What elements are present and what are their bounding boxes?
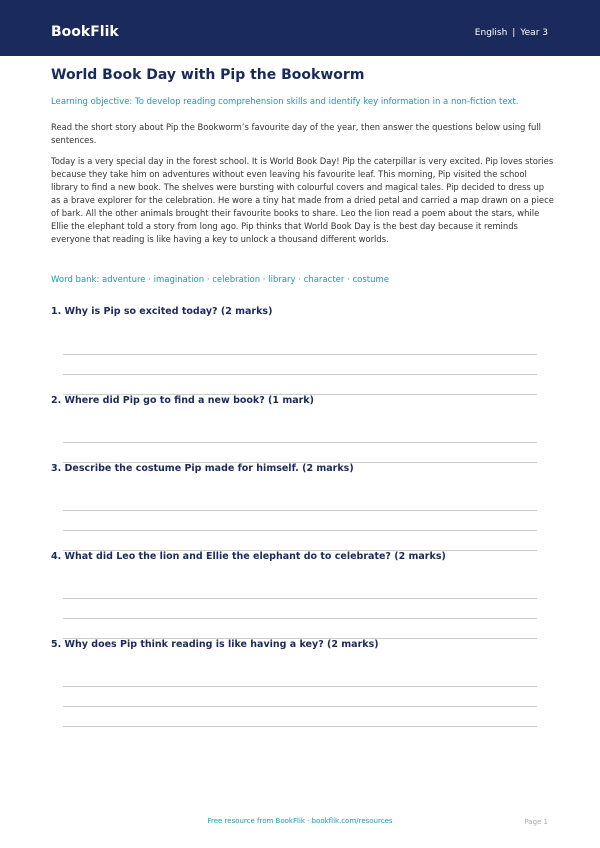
- answer-line[interactable]: [63, 706, 537, 707]
- answer-line[interactable]: [63, 442, 537, 443]
- answer-line[interactable]: [63, 726, 537, 727]
- header-separator: |: [512, 28, 516, 38]
- subject-year-label: [475, 28, 548, 38]
- brand-logo[interactable]: BookFlik: [51, 24, 119, 40]
- answer-line[interactable]: [63, 598, 537, 599]
- subject-label: English: [474, 28, 508, 38]
- answer-line[interactable]: [63, 510, 537, 511]
- answer-line[interactable]: [63, 530, 537, 531]
- word-bank: Word bank: adventure · imagination · celebration · library · character · costume: [51, 275, 390, 285]
- question-1: 1. Why is Pip so excited today? (2 marks): [51, 306, 273, 317]
- year-label: Year 3: [520, 28, 548, 38]
- answer-line[interactable]: [63, 374, 537, 375]
- footer-link[interactable]: Free resource from BookFlik · bookflik.com/resources: [207, 817, 393, 825]
- learning-objective: Learning objective: To develop reading comprehension skills and identify key information in a non-fiction text.: [51, 97, 519, 107]
- question-3: 3. Describe the costume Pip made for himself. (2 marks): [51, 463, 354, 474]
- header-bar: [0, 0, 600, 56]
- instructions-text: Read the short story about Pip the Bookworm’s favourite day of the year, then answer the questions below using full sentences.: [51, 122, 541, 145]
- page-title: World Book Day with Pip the Bookworm: [51, 67, 365, 83]
- question-2: 2. Where did Pip go to find a new book? (1 mark): [51, 395, 314, 406]
- question-4: 4. What did Leo the lion and Ellie the elephant do to celebrate? (2 marks): [51, 551, 446, 562]
- question-5: 5. Why does Pip think reading is like having a key? (2 marks): [51, 639, 379, 650]
- story-text: Today is a very special day in the forest school. It is World Book Day! Pip the caterpillar is very excited. Pip loves stories because they take him on adventures without even leaving his favourite leaf. This morning, Pip visited the school library to find a new book. The shelves were bursting with colourful covers and magical tales. Pip decided to dress up as a brave explorer for the celebration. He wore a tiny hat made from a dried petal and carried a map drawn on a piece of bark. All the other animals brought their favourite books to share. Leo the lion read a poem about the stars, while Ellie the elephant told a story from long ago. Pip thinks that World Book Day is the best day because it reminds everyone that reading is like having a key to unlock a thousand different worlds.: [51, 156, 554, 244]
- answer-line[interactable]: [63, 686, 537, 687]
- answer-line[interactable]: [63, 354, 537, 355]
- page-number: Page 1: [524, 818, 548, 826]
- answer-line[interactable]: [63, 618, 537, 619]
